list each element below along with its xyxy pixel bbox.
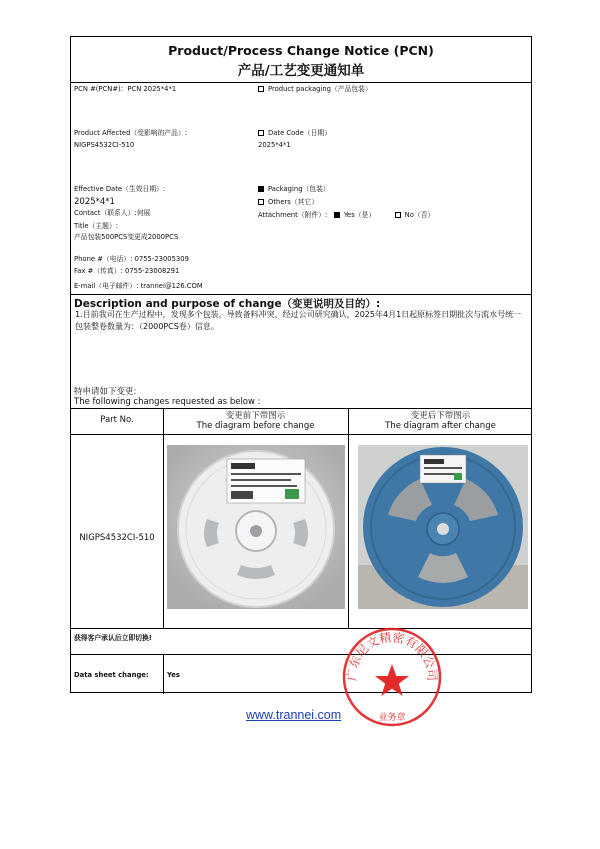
col-before-header-en: The diagram before change	[196, 421, 315, 431]
product-packaging-option[interactable]: Product packaging（产品包装）	[258, 85, 372, 94]
description-text: 1.目前我司在生产过程中，发现多个包装，导致备料冲突，经过公司研究确认，2025年4月1日起原标签日期批次与流水号统一包装整卷数量为：（2000PCS卷）信息。	[75, 310, 522, 331]
datasheet-value: Yes	[167, 671, 180, 679]
others-option[interactable]: Others（其它）	[258, 198, 318, 207]
email: E-mail（电子邮件）: trannei@126.COM	[74, 282, 203, 290]
date-code-checkbox[interactable]	[258, 130, 264, 136]
seal-text: 广东尼文精密有限公司	[344, 630, 440, 682]
col-before-header-cn: 变更前下带图示	[225, 411, 286, 421]
divider	[71, 82, 531, 83]
title-cn: 产品/工艺变更通知单	[237, 63, 365, 79]
col-part-header: Part No.	[100, 415, 134, 425]
part-number-cell: NIGPS4532CI-510	[79, 533, 155, 543]
table-divider	[163, 654, 164, 694]
phone: Phone #（电话）: 0755-23005309	[74, 255, 189, 263]
effective-date-label: Effective Date（生效日期）:	[74, 185, 166, 193]
approval-note: 获得客户承认后立即切换!	[74, 634, 152, 642]
attachment-yes-checkbox[interactable]	[334, 212, 340, 218]
packaging-option[interactable]: Packaging（包装）	[258, 185, 330, 194]
product-affected-value: NIGPS4532CI-510	[74, 141, 135, 149]
divider	[71, 654, 531, 655]
attachment-row: Attachment（附件）: Yes（是） No（否）	[258, 211, 435, 219]
subject-value: 产品包装500PCS变更成2000PCS	[74, 233, 179, 241]
reel-after-photo	[358, 445, 528, 609]
footer-website-link[interactable]: www.trannei.com	[246, 708, 342, 722]
col-after-header-cn: 变更后下带图示	[410, 411, 471, 421]
attachment-no-checkbox[interactable]	[395, 212, 401, 218]
contact: Contact（联系人）:何展	[74, 209, 151, 217]
company-seal	[341, 626, 443, 728]
packaging-checkbox[interactable]	[258, 186, 264, 192]
subject-label: Title（主题）:	[74, 222, 119, 230]
product-packaging-checkbox[interactable]	[258, 86, 264, 92]
pcn-document	[70, 36, 532, 693]
request-note-en: The following changes requested as below :	[74, 397, 261, 407]
date-code-value: 2025*4*1	[258, 141, 291, 149]
seal-subtext: 业务章	[378, 713, 406, 723]
date-code-option[interactable]: Date Code（日期）	[258, 129, 331, 138]
reel-before-photo	[167, 445, 345, 609]
pcn-number: PCN #(PCN#): PCN 2025*4*1	[74, 85, 177, 93]
divider	[71, 294, 531, 295]
description-heading: Description and purpose of change（变更说明及目的）:	[74, 298, 381, 310]
effective-date-value: 2025*4*1	[74, 197, 115, 207]
fax: Fax #（传真）: 0755-23008291	[74, 267, 180, 275]
table-divider	[348, 408, 349, 628]
request-note-cn: 特申请如下变更:	[74, 387, 137, 397]
others-checkbox[interactable]	[258, 199, 264, 205]
datasheet-label: Data sheet change:	[74, 671, 149, 679]
table-bottom	[71, 628, 531, 629]
table-header-line	[71, 434, 531, 435]
col-after-header-en: The diagram after change	[385, 421, 496, 431]
title-en: Product/Process Change Notice (PCN)	[168, 43, 434, 58]
product-affected-label: Product Affected（受影响的产品）:	[74, 129, 188, 137]
table-divider	[163, 408, 164, 628]
